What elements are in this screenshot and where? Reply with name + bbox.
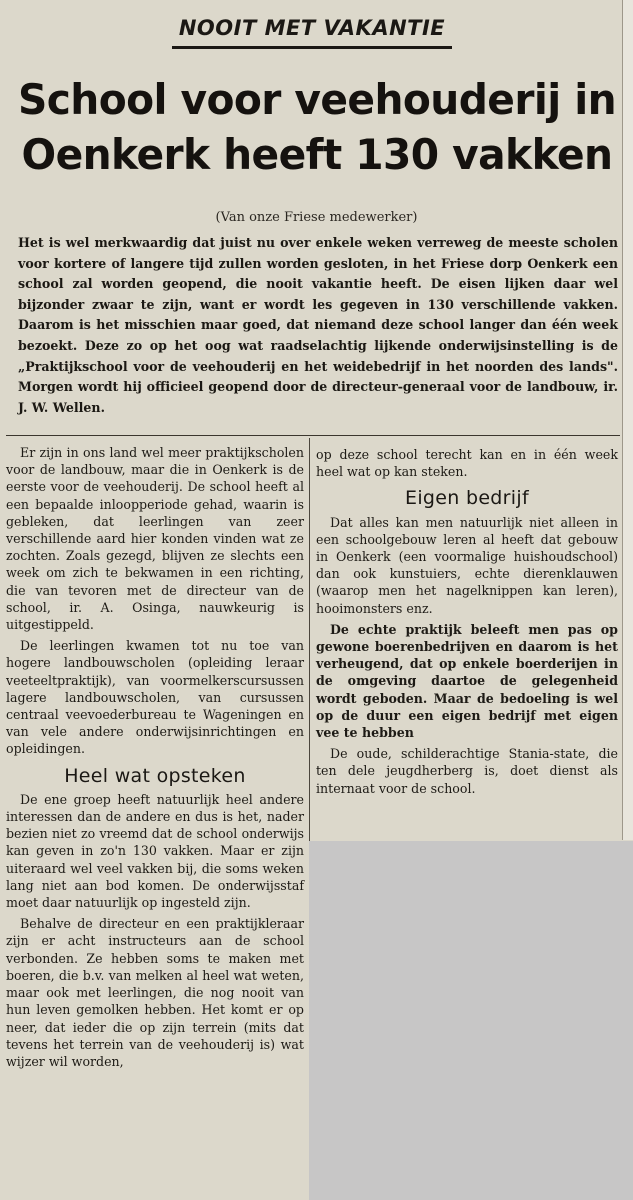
paragraph: Er zijn in ons land wel meer praktijkscholen voor de landbouw, maar die in Oenkerk is de eerste voor de veehouderij. De school heeft al een bepaalde inloopperiode gehad, waarin is gebleken, dat leerlingen van zeer verschillende aard hier konden vinden wat ze zochten. Zoals gezegd, blijven ze slechts een week om zich te bekwamen in een richting, die van tevoren met de directeur van de school, ir. A. Osinga, nauwkeurig is uitgestippeld. [6, 445, 304, 633]
blank-area [309, 841, 633, 1200]
paragraph: De oude, schilderachtige Stania-state, die ten dele jeugdherberg is, doet dienst als internaat voor de school. [316, 746, 618, 796]
right-column [316, 446, 618, 801]
subheading: Eigen bedrijf [405, 487, 529, 510]
byline: (Van onze Friese medewerker) [215, 210, 418, 225]
paragraph: Behalve de directeur en een praktijkleraar zijn er acht instructeurs aan de school verbonden. Ze hebben soms te maken met boeren, die b.v. van melken al heel wat weten, maar ook met leerlingen, die nog nooit van hun leven gemolken hebben. Het komt er op neer, dat ieder die op zijn terrein (mits dat tevens het terrein van de veehouderij is) wat wijzer wil worden, [6, 916, 304, 1069]
subheading: Heel wat opsteken [64, 764, 246, 787]
paragraph: Dat alles kan men natuurlijk niet alleen in een schoolgebouw leren al heeft dat gebouw in Oenkerk (een voormalige huishoudschool) dan ook kunstuiers, echte dierenklauwen (waarop men het nagelknippen kan leren), hooimonsters enz. [316, 514, 618, 616]
section-rule [6, 435, 620, 436]
left-column [6, 444, 304, 1074]
kicker: NOOIT MET VAKANTIE [172, 10, 452, 49]
adjacent-clipping-edge [622, 0, 633, 840]
paragraph: De echte praktijk beleeft men pas op gewone boerenbedrijven en daarom is het verheugend, dat op enkele boerderijen in de omgeving daartoe de gelegenheid wordt geboden. Maar de bedoeling is wel op de duur een eigen bedrijf met eigen vee te hebben [316, 621, 618, 741]
headline [17, 72, 616, 182]
headline-line-1: School voor veehouderij in [17, 75, 617, 124]
lead-paragraph: Het is wel merkwaardig dat juist nu over enkele weken verreweg de meeste scholen voor kortere of langere tijd zullen worden gesloten, in het Friese dorp Oenkerk een school zal worden geopend, die nooit vakantie heeft. De eisen lijken daar wel bijzonder zwaar te zijn, want er wordt les gegeven in 130 verschillende vakken. Daarom is het misschien maar goed, dat niemand deze school langer dan één week bezoekt. Deze zo op het oog wat raadselachtig lijkende onderwijsinstelling is de „Praktijkschool voor de veehouderij en het weidebedrijf in het noorden des lands". Morgen wordt hij officieel geopend door de directeur-generaal voor de landbouw, ir. J. W. Wellen. [18, 235, 618, 415]
paragraph: op deze school terecht kan en in één week heel wat op kan steken. [316, 447, 618, 480]
paragraph: De ene groep heeft natuurlijk heel andere interessen dan de andere en dus is het, nader bezien niet zo vreemd dat de school onderwijs kan geven in zo'n 130 vakken. Maar er zijn uiteraard wel veel vakken bij, die soms weken lang niet aan bod komen. De onderwijsstaf moet daar natuurlijk op ingesteld zijn. [6, 791, 304, 911]
headline-line-2: Oenkerk heeft 130 vakken [21, 130, 613, 179]
paragraph: De leerlingen kwamen tot nu toe van hogere landbouwscholen (opleiding leraar veeteeltpraktijk), van voormelkerscursussen lagere landbouwscholen, van cursussen centraal veevoederbureau te Wageningen en van vele andere onderwijsinrichtingen en opleidingen. [6, 638, 304, 757]
